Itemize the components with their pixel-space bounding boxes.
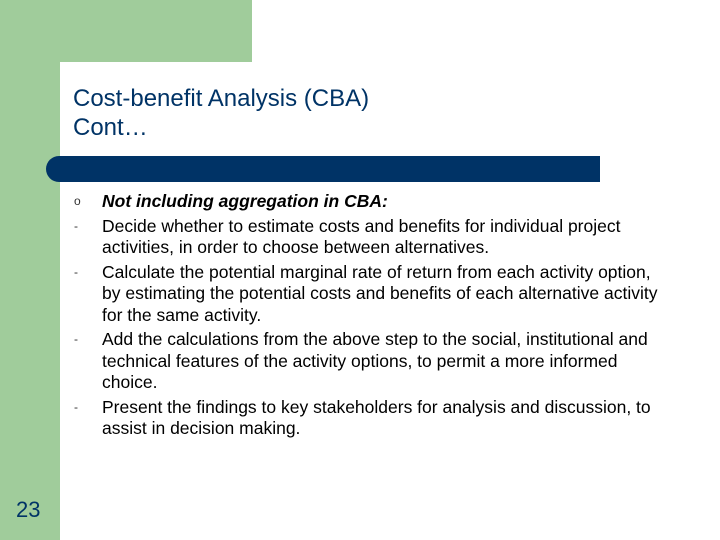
bullet-text: Decide whether to estimate costs and benefits for individual project activities, in order to choose between alternatives. (102, 215, 621, 257)
side-accent-band (0, 0, 60, 540)
title-underline-bar (46, 156, 600, 182)
title-line-2: Cont… (73, 114, 148, 141)
bullet-marker: - (74, 218, 78, 233)
bullet-marker: - (74, 332, 78, 346)
slide-title (73, 84, 633, 142)
bullet-list (70, 191, 670, 443)
top-accent-band (0, 0, 252, 62)
bullet-item (70, 262, 670, 327)
title-line-1: Cost-benefit Analysis (CBA) (73, 85, 370, 112)
page-number: 23 (16, 497, 41, 522)
bullet-item (70, 397, 670, 440)
bullet-text: Add the calculations from the above step to the social, institutional and technical features of the activity options, to permit a more informed choice. (102, 329, 648, 392)
bullet-marker: - (74, 399, 78, 414)
bullet-item (70, 216, 670, 259)
bullet-text: Present the findings to key stakeholders for analysis and discussion, to assist in decision making. (102, 396, 651, 438)
bullet-marker: - (74, 264, 78, 279)
bullet-text: Not including aggregation in CBA: (102, 191, 388, 211)
bullet-marker: o (74, 194, 81, 208)
bullet-text: Calculate the potential marginal rate of return from each activity option, by estimating the potential costs and benefits of each alternative activity for the same activity. (102, 261, 658, 325)
bullet-item (70, 329, 670, 394)
bullet-heading (70, 191, 670, 213)
